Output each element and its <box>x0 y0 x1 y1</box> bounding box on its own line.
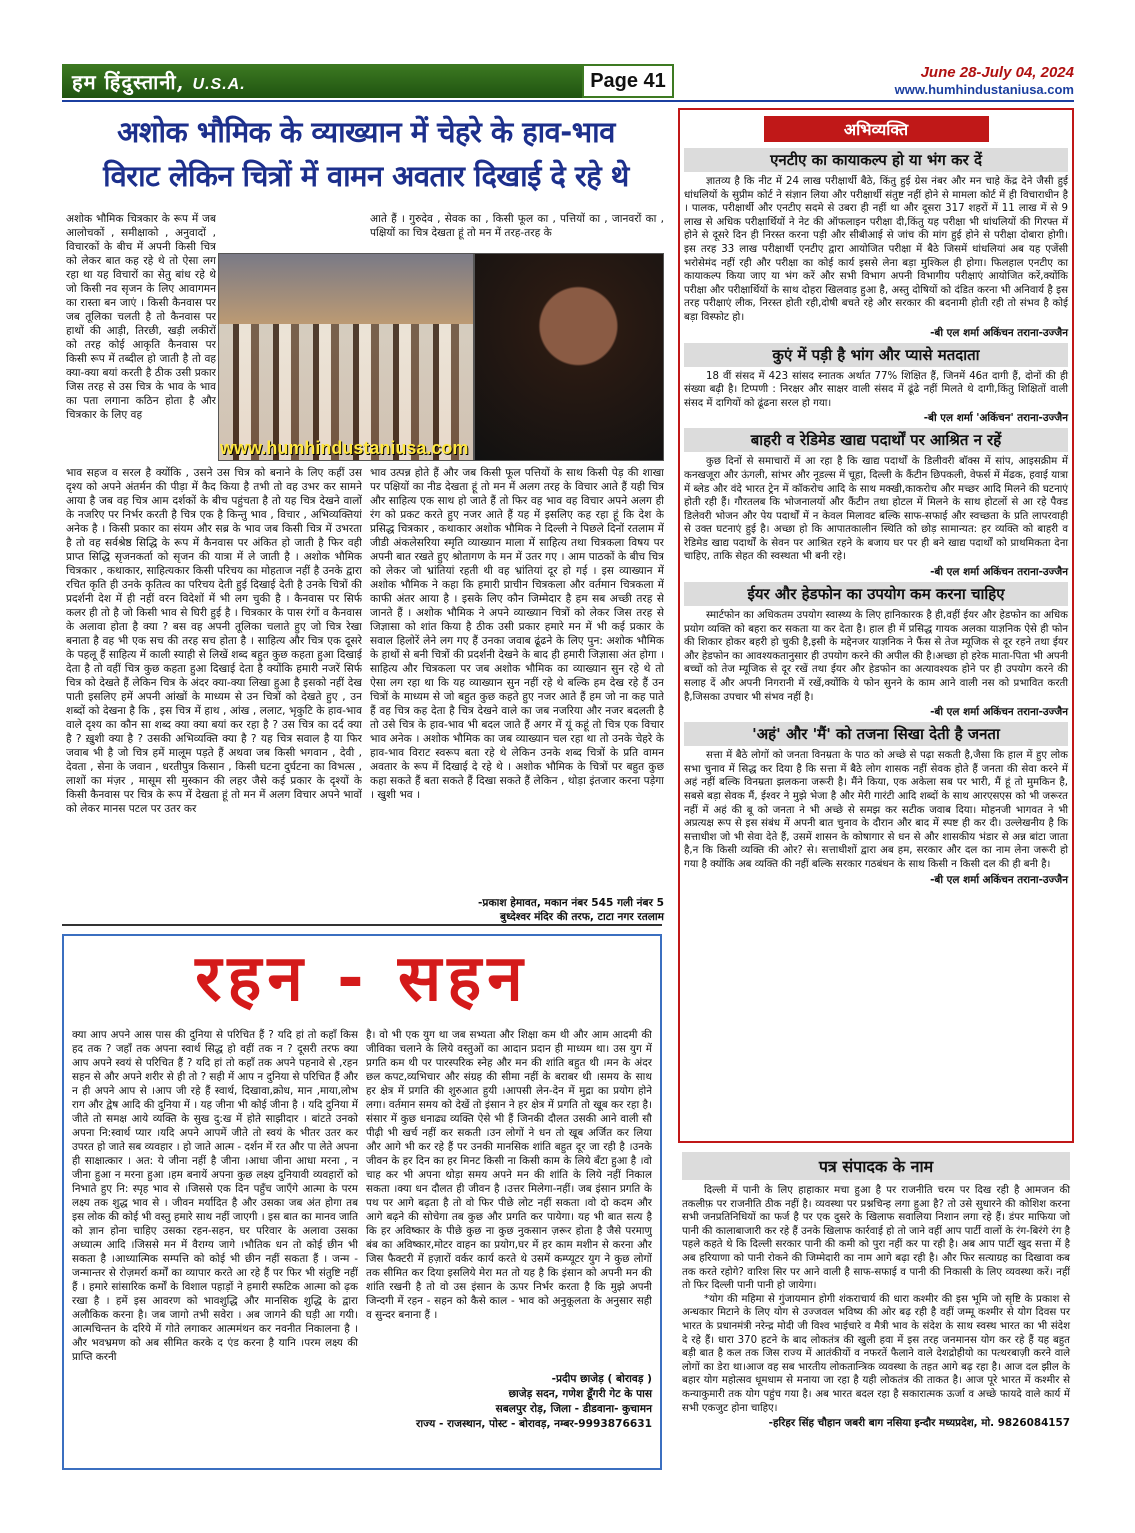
opinion-title: 'अहं' और 'मैं' को तजना सिखा देती है जनता <box>684 722 1068 746</box>
rahan-signature <box>366 1372 652 1432</box>
rahan-sig-line: छाजेड़ सदन, गणेश डूँगरी गेट के पास <box>508 1388 652 1400</box>
website-link[interactable]: www.humhindustaniusa.com <box>894 82 1074 97</box>
headline-line-1: अशोक भौमिक के व्याख्यान में चेहरे के हाव-भाव <box>117 115 615 149</box>
opinion-body: कुछ दिनों से समाचारों में आ रहा है कि खाद्य पदार्थों के डिलीवरी बॉक्स में सांप, आइसक्रीम में कनखजूरा और ऊंगली, सांभर और नूडल्स में चूहा, दिल्ली के कैंटीन छिपकली, वेफर्स में मेंढक, हवाई यात्रा में ब्लेड और वंदे भारत ट्रेन में कॉकरोच आदि के साथ मक्खी,काकरोच और मच्छर आदि मिलने की घटनाएं होती रही हैं। गौरतलब कि भोजनालयों और कैंटीन तथा होटल में मिलने के साथ होटलों से आ रहे पैक्ड डिलेवरी भोजन और पेय पदार्थों में न केवल मिलावट बल्कि साफ-सफाई और स्वच्छता के प्रति लापरवाही से उक्त घटनाएं हुई है। अच्छा हो कि आपातकालीन स्थिति को छोड़ सामान्यत: हर व्यक्ति को बाहरी व रेडिमेड खाद्य पदार्थों के सेवन पर आश्रित रहने के बजाय घर पर ही बने खाद्य पदार्थों को प्राथमिकता देना चाहिए, ताकि सेहत की स्वस्थता भी बनी रहे। <box>684 456 1068 563</box>
opinion-sig: -बी एल शर्मा अकिंचन तराना-उज्जैन <box>930 706 1068 719</box>
letter-body: *योग की महिमा से गुंजायमान होगी शंकराचार्य की धारा कश्मीर की इस भूमि जो सृष्टि के प्रकाश से अन्धकार मिटाने के लिए योग से उज्जवल भविष्य की ओर बढ़ रही है वहीं जम्मू कश्मीर से योग दिवस पर भारत के प्रधानमंत्री नरेन्द्र मोदी जी विश्व भाईचारे व मैत्री भाव के संदेश के साथ स्वस्थ भारत का भी संदेश दे रहे हैं। धारा 370 हटने के बाद लोकतंत्र की खुली हवा में इस तरह जनमानस योग कर रहे हैं यह बहुत बड़ी बात है कल तक जिस राज्य में आतंकीयों व नफरतें फैलाने वाले देशद्रोहीयो का पत्थरबाज़ी करने वाले लोगों का डेरा था।आज वह सब भारतीय लोकतान्त्रिक व्यवस्था के तहत आगे बढ़ रहा है। आज दल झील के बहार योग महोत्सव धूमधाम से मनाया जा रहा है यही लोकतंत्र की ताकत है। आज पूरे भारत में कश्मीर से कन्याकुमारी तक योग पहुंच गया है। अब भारत बदल रहा है सकारात्मक ऊर्जा व अच्छे फायदे वाले कार्य में सभी एकजुट होना चाहिए। <box>682 1293 1070 1414</box>
opinion-title: बाहरी व रेडिमेड खाद्य पदार्थों पर आश्रित न रहें <box>684 428 1068 452</box>
opinion-title: ईयर और हेडफोन का उपयोग कम करना चाहिए <box>684 582 1068 606</box>
lead-headline <box>66 110 666 198</box>
lead-sig-line2: बुध्देश्वर मंदिर की तरफ, टाटा नगर रतलाम <box>500 911 664 923</box>
opinion-body: 18 वीं संसद में 423 सांसद स्नातक अर्थात 77% शिक्षित हैं, जिनमें 46त दागी हैं, दोनों की ही संख्या बढ़ी है। टिप्पणी : निरक्षर और साक्षर वाली संसद में ढूंढे नहीं मिलते थे दागी,किंतु शिक्षितों वाली संसद में दागियों को ढूंढना सरल हो गया। <box>684 370 1068 409</box>
rahan-sig-line: -प्रदीप छाजेड़ ( बोरावड़ ) <box>551 1373 652 1385</box>
letters-section <box>678 1148 1074 1470</box>
masthead-title: हम हिंदुस्तानी, <box>72 70 185 94</box>
rahan-sahan-title: रहन - सहन <box>195 942 529 1016</box>
letter-sig: -हरिहर सिंह चौहान जबरी बाग नसिया इन्दौर मध्यप्रदेश, मो. 9826084157 <box>768 1417 1070 1430</box>
rahan-sig-line: सबलपुर रोड़, जिला - डीडवाना- कुचामन <box>495 1403 652 1415</box>
lead-col1: भाव सहज व सरल है क्योंकि , उसने उस चित्र को बनाने के लिए कहीं उस दृश्य को अपने अंतर्मन की पीड़ा में कैद किया है तभी तो वह उभर कर सामने आया है जब वह चित्र आम दर्शकों के बीच पहुंचता है तो यह चित्र देखने वालों के नजरिए पर निर्भर करती है चित्र एक है किन्तु भाव , विचार , अभिव्यक्तियां अनेक है । किसी प्रकार का संयम और सब्र के भाव जब किसी चित्र में उभरता है तो वह सर्वश्रेष्ठ सिद्धि के रूप में कैनवास पर अंकित हो जाती है फिर वही प्राप्त सिद्धि सृजनकर्ता को सृजन की यात्रा में ले जाती है । अशोक भौमिक चित्रकार , कथाकार, साहित्यकार किसी परिचय का मोहताज नहीं है उनके द्वारा रचित कृति ही उनके कृतित्व का परिचय देती हुई दिखाई देती है उनके चित्रों की प्रदर्शनी देश में ही नहीं वरन विदेशों में भी लग चुकी है । कैनवास पर सिर्फ कलर ही तो है जो किसी भाव से घिरी हुई है । चित्रकार के पास रंगों व कैनवास के अलावा होता है क्या ? बस वह अपनी तूलिका चलाते हुए जो चित्र रेखा बनाता है वह भी एक सच की तरह सच होता है । साहित्य और चित्र एक दूसरे के पहलू हैं साहित्य में काली स्याही से लिखें शब्द बहुत कुछ कहता हुआ दिखाई देता है तो वहीं चित्र कुछ कहता हुआ दिखाई देता है क्योंकि हमारी नजरें सिर्फ चित्र को देखते हैं लेकिन चित्र के अंदर क्या-क्या लिखा हुआ है इसको नहीं देख पाती इसलिए हमें अपनी आंखों के माध्यम से उन चित्रों को देखते हुए , उन शब्दों को देखना है कि , इस चित्र में हाथ , आंख , ललाट, भृकुटि के हाव-भाव वाले दृश्य का कौन सा शब्द क्या क्या बयां कर रहा है ? उस चित्र का दर्द क्या है ? ख़ुशी क्या है ? उसकी अभिव्यक्ति क्या है ? यह चित्र सवाल है या फिर जवाब भी है जो चित्र हमें मालूम पड़ते हैं अथवा जब किसी भगवान , देवी , देवता , सेना के जवान , धरतीपुत्र किसान , किसी घटना दुर्घटना का विभत्स , लाशों का मंज़र , मासूम सी मुस्कान की लहर जैसे कई प्रकार के दृश्यों के किसी कैनवास पर चित्र के रूप में देखता हूं तो मन में अलग विचार अपने भावों को लेकर मानस पटल पर उतर कर <box>66 467 362 815</box>
opinion-body: स्मार्टफोन का अधिकतम उपयोग स्वास्थ्य के लिए हानिकारक है ही,वहीं ईयर और हेडफोन का अधिक प्रयोग व्यक्ति को बहरा कर सकता या कर देता है। हाल ही में प्रसिद्ध गायक अलका याज्ञनिक ऐसे ही फोन की शिकार होकर बहरी हो चुकी है,इसी के मद्देनजर याज्ञनिक ने फैंस से तेज म्यूजिक से दूर रहने तथा ईयर और हेडफोन का आवश्यकतानुसार ही उपयोग करने की अपील की है।अच्छा हो हरेक माता-पिता भी अपनी बच्चों को तेज म्यूजिक से दूर रखें तथा ईयर और हेडफोन का अत्यावश्यक होने पर ही उपयोग करने की सलाह दें और अपनी निगरानी में रखें,क्योंकि ये फोन सुनने के काम आने वाली नस को प्रभावित करती है,जिसका उपचार भी संभव नहीं है। <box>684 610 1068 703</box>
speaker-photo <box>474 253 664 461</box>
opinion-title: कुएं में पड़ी है भांग और प्यासे मतदाता <box>684 343 1068 367</box>
headline-line-2: विराट लेकिन चित्रों में वामन अवतार दिखाई दे रहे थे <box>103 159 629 193</box>
opinion-sig: -बी एल शर्मा अकिंचन तराना-उज्जैन <box>930 566 1068 579</box>
lead-col1-top: अशोक भौमिक चित्रकार के रूप में जब आलोचकों , समीक्षाको , अनुवादों , विचारकों के बीच में अपनी किसी चित्र को लेकर बात कह रहे थे तो ऐसा लग रहा था यह विचारों का सेतु बांध रहे थे जो किसी नव सृजन के लिए आवागमन का रास्ता बन जाएं । किसी कैनवास पर जब तूलिका चलती है तो कैनवास पर हाथों की आड़ी, तिरछी, खड़ी लकीरों को तरह कोई आकृति कैनवास पर किसी रूप में तब्दील हो जाती है तो वह क्या-क्या बयां करती है ठीक उसी प्रकार जिस तरह से उस चित्र के भाव के भाव का पता लगाना कठिन होता है और चित्रकार के लिए वह <box>66 213 216 421</box>
rahan-sahan-box <box>62 934 662 1470</box>
header-rule <box>62 100 1074 102</box>
lead-col2: भाव उत्पन्न होते हैं और जब किसी फूल पत्तियों के साथ किसी पेड़ की शाखा पर पक्षियों का नीड देखता हूं तो मन में अलग तरह के विचार आते हैं यही चित्र और साहित्य एक साथ हो जाते हैं तो फिर वह भाव वह विचार अपने अलग ही रंग को प्रकट करते हुए नजर आते हैं यह में इसलिए कह रहा हूं कि देश के प्रसिद्ध चित्रकार , कथाकार अशोक भौमिक ने दिल्ली ने पिछले दिनों रतलाम में जीडी अंकलेसरिया स्मृति व्याख्यान माला में साहित्य तथा चित्रकला विषय पर अपनी बात रखते हुए श्रोतागण के मन में उतर गए । आम पाठकों के बीच चित्र को लेकर जो भ्रांतियां रहती थी वह भ्रांतियां दूर हो गई । इस व्याख्यान में अशोक भौमिक ने कहा कि हमारी प्राचीन चित्रकला और वर्तमान चित्रकला में काफी अंतर आया है । इसके लिए कौन जिम्मेदार है हम सब अच्छी तरह से जानते हैं । अशोक भौमिक ने अपने व्याख्यान चित्रों को लेकर जिस तरह से जिज्ञासा को शांत किया है ठीक उसी प्रकार हमारे मन में भी कई प्रकार के सवाल हिलोरें लेने लग गए हैं उनका जवाब ढूंढने के लिए पुन: अशोक भौमिक के हाथों से बनी चित्रों की प्रदर्शनी देखने के बाद ही हमारी जिज्ञासा अंत होगा । साहित्य और चित्रकला पर जब अशोक भौमिक का व्याख्यान सुन रहे थे तो ऐसा लग रहा था कि यह व्याख्यान सुन नहीं रहे थे बल्कि हम देख रहे हैं उन चित्रों के माध्यम से जो बहुत कुछ कहते हुए नजर आते हैं हम जो ना कह पाते हैं वह चित्र कह देता है चित्र देखने वाले का जब नजरिया और नजर बदलती है तो उसे चित्र के हाव-भाव भी बदल जाते हैं अगर में यूं कहूं तो चित्र एक विचार भाव अनेक । अशोक भौमिक का जब व्याख्यान चल रहा था तो उनके चेहरे के हाव-भाव विराट स्वरूप बता रहे थे लेकिन उनके शब्द चित्रों के प्रति वामन अवतार के रूप में दिखाई दे रहे थे । अशोक भौमिक के चित्रों पर बहुत कुछ कहा सकते हैं बता सकते हैं दिखा सकते हैं लेकिन , थोड़ा इंतजार करना पड़ेगा । खुशी भव । <box>370 467 664 801</box>
page-header <box>62 64 1074 100</box>
watermark: www.humhindustaniusa.com <box>220 438 469 458</box>
opinion-sig: -बी एल शर्मा 'अकिंचन' तराना-उज्जैन <box>923 412 1068 425</box>
rahan-col1: क्या आप अपने आस पास की दुनिया से परिचित हैं ? यदि हां तो कहाँ किस हद तक ? जहाँ तक अपना स्वार्थ सिद्ध हो वहीं तक न ? दूसरी तरफ क्या आप अपने स्वयं से परिचित हैं ? यदि हां तो कहाँ तक अपने पहनावे से ,रहन सहन से और अपने शरीर से ही तो ? सही में आप न दुनिया से परिचित हैं और न ही अपने आप से ।आप जी रहे हैं स्वार्थ, दिखावा,क्रोध, मान ,माया,लोभ राग और द्वेष आदि की दुनिया में । यह जीना भी कोई जीना है । यदि दुनिया में जीते तो समक्ष आये व्यक्ति के सुख दु:ख में होते साझीदार । बांटते उनको अपना नि:स्वार्थ प्यार ।यदि अपने आपमें जीते तो स्वयं के भीतर उतर कर उपरत हो जाते सब व्यवहार । हो जाते आत्म - दर्शन में रत और पा लेते अपना ही साक्षात्कार । अत: ये जीना नहीं है जीना ।आधा जीना आधा मरना , न जीना हुआ न मरना हुआ ।हम बनायें अपना कुछ लक्ष्य दुनियावी व्यवहारों को निभाते हुए नि: स्पृह भाव से ।जिससे एक दिन पहुँच जाएँगे आत्मा के परम लक्ष्य तक शुद्ध भाव से । जीवन मर्यादित है और उसका जब अंत होगा तब इस लोक की कोई भी वस्तु हमारे साथ नहीं जाएगी । इस बात का मानव जाति को ज्ञान होना चाहिए उसका रहन-सहन, घर परिवार के अलावा उसका अध्यात्म आदि ।जिससे मन में वैराग्य जागे ।भौतिक धन तो कोई छीन भी सकता है ।आध्यात्मिक सम्पत्ति को कोई भी छीन नहीं सकता हैं । जन्म - जन्मान्तर से रोज़मर्रा कर्मों का व्यापार करते आ रहे हैं पर फिर भी संतुष्टि नहीं हैं । हमारे सांसारिक कर्मों के विशाल पहाड़ों ने हमारी स्फटिक आत्मा को ढ़क रखा है । हमें इस आवरण को भावशुद्धि और मानसिक शुद्धि के द्वारा अलौकिक करना है। जब जागो तभी सवेरा । अब जागने की घड़ी आ गयी। आत्मचिन्तन के दरिये में गोते लगाकर आत्ममंथन कर नवनीत निकालना है ।और भवभ्रमण को अब सीमित करके द एंड करना है यानि ।परम लक्ष्य की प्राप्ति करनी <box>72 1029 358 1363</box>
opinion-body: ज्ञातव्य है कि नीट में 24 लाख परीक्षार्थी बैठे, किंतु हुई ग्रेस नंबर और मन चाहे केंद्र देने जैसी हुई धांधलियों के सुप्रीम कोर्ट ने संज्ञान लिया और परीक्षार्थी संतुष्ट नहीं होने से मामला कोर्ट में ही विचाराधीन है । पालक, परीक्षार्थी और एनटीए सदमे से उबरा ही नहीं था और दूसरा 317 शहरों में 11 लाख में से 9 लाख से अधिक परीक्षार्थियों ने नेट की ऑफलाइन परीक्षा दी,किंतु यह परीक्षा भी धांधलियों की गिरफ्त में होने से दूसरे दिन ही निरस्त करना पड़ी और सीबीआई से जांच की मांग हुई होने से परीक्षा दोबारा होगी। इस तरह 33 लाख परीक्षार्थी एनटीए द्वारा आयोजित परीक्षा में बैठे जिसमें धांधलियां अब यह एजेंसी भरोसेमंद नहीं रही और परीक्षा का कोई कार्य इससे लेना बड़ा मुश्किल ही होगा। फिलहाल एनटीए का कायाकल्प किया जाए या भंग करें और सभी विभाग अपनी विभागीय परीक्षाएं आयोजित करें,क्योंकि परीक्षा और परीक्षार्थियों के साथ दोहरा खिलवाड़ हुआ है, अस्तु दोषियों को दंडित करना भी अनिवार्य है इस तरह परीक्षाएं लीक, निरस्त होती रही,दोषी बचते रहे और सरकार की बदनामी होती रही तो संभव है कोई बड़ा विस्फोट हो। <box>684 176 1068 323</box>
lead-sig-line1: -प्रकाश हेमावत, मकान नंबर 545 गली नंबर 5 <box>478 897 664 909</box>
rahan-col2: है। वो भी एक युग था जब सभ्यता और शिक्षा कम थी और आम आदमी की जीविका चलाने के लिये वस्तुओं का आदान प्रदान ही माध्यम था। उस युग में प्रगति कम थी पर पारस्परिक स्नेह और मन की शांति बहुत थी ।मन के अंदर छल कपट,व्यभिचार और संग्रह की सीमा नहीं के बराबर थी ।समय के साथ हर क्षेत्र में प्रगति की शुरुआत हुयी ।आपसी लेन-देन में मुद्रा का प्रयोग होने लगा। वर्तमान समय को देखें तो इंसान ने हर क्षेत्र में प्रगति तो खूब कर रहा है।संसार में कुछ धनाढ्य व्यक्ति ऐसे भी हैं जिनकी दौलत उसकी आने वाली सौ पीढ़ी भी खर्च नहीं कर सकती ।उन लोगों ने धन तो खूब अर्जित कर लिया और आगे भी कर रहे हैं पर उनकी मानसिक शांति बहुत दूर जा रही है ।उनके जीवन के हर दिन का हर मिनट किसी ना किसी काम के लिये बँटा हुआ है ।वो चाह कर भी अपना थोड़ा समय अपने मन की शांति के लिये नहीं निकाल सकता ।क्या धन दौलत ही जीवन है ।उत्तर मिलेगा-नहीं। जब इंसान प्रगति के पथ पर आगे बढ़ता है तो वो फिर पीछे लोट नहीं सकता ।वो दो कदम और आगे बढ़ने की सोचेगा तब कुछ और प्रगति कर पायेगा। यह भी बात सत्य है कि हर अविष्कार के पीछे कुछ ना कुछ नुकसान ज़रूर होता है जैसे परमाणु बंब का अविष्कार,मोटर वाहन का प्रयोग,घर में हर काम मशीन से करना और जिस फैक्टरी में हज़ारों वर्कर कार्य करते थे उसमें कम्प्यूटर युग ने कुछ लोगों तक सीमित कर दिया इसलिये मेरा मत तो यह है कि इंसान को अपनी मन की शांति रखनी है तो वो उस इंसान के ऊपर निर्भर करता है कि मुझे अपनी जिन्दगी में रहन - सहन को कैसे काल - भाव को अनुकूलता के अनुसार सही व सुन्दर बनाना हैं । <box>366 1029 652 1321</box>
opinion-body: सत्ता में बैठे लोगों को जनता विनम्रता के पाठ को अच्छे से पढ़ा सकती है,जैसा कि हाल में हुए लोक सभा चुनाव में सिद्ध कर दिया है कि सत्ता में बैठे लोग शासक नहीं सेवक होते हैं जनता की सेवा करने में अहं नहीं बल्कि विनम्रता झलकना जरूरी है। मैंने किया, एक अकेला सब पर भारी, मैं हूं तो मुमकिन है, सबसे बड़ा सेवक मैं, ईश्वर ने मुझे भेजा है और मेरी गारंटी आदि शब्दों के साथ आरएसएस को भी जरूरत नहीं में अहं की बू को जनता ने भी अच्छे से समझ कर सटीक जवाब दिया। मोहनजी भागवत ने भी अप्रत्यक्ष रूप से इस संबंध में अपनी बात चुनाव के दौरान और बाद में स्पष्ट ही कर दी। उल्लेखनीय है कि सत्ताधीश जो भी सेवा देते हैं, उसमें शासन के कोषागार से धन से और शासकीय भंडार से अन्न बांटा जाता है,न कि किसी व्यक्ति की ओर? से। सत्ताधीशों द्वारा अब हम, सरकार और दल का नाम लेना जरूरी हो गया है क्योंकि अब व्यक्ति की नहीं बल्कि सरकार गठबंधन के साथ किसी न किसी दल की ही बनी है। <box>684 750 1068 870</box>
opinion-title: एनटीए का कायाकल्प हो या भंग कर दें <box>684 148 1068 172</box>
letter-body: दिल्ली में पानी के लिए हाहाकार मचा हुआ है पर राजनीति चरम पर दिख रही है आमजन की तकलीफ़ पर राजनीति ठीक नहीं है। व्यवस्था पर प्रश्नचिन्ह लगा हुआ है? तो उसे सुधारने की कोशिश करना सभी जनप्रतिनिधियों का फर्ज है पर एक दुसरे के खिलाफ सवालिया निशान लगा रहे हैं। डंपर माफिया जो पानी की कालाबाजारी कर रहे हैं उनके खिलाफ कार्रवाई हो तो जाने वहीं आप पार्टी वालों के रंग-बिरंगे रंग है पहले कहते थे कि दिल्ली सरकार पानी की कमी को पुरा नहीं कर पा रही है। अब आप पार्टी खुद सत्ता में है अब हरियाणा को पानी रोकने की जिम्मेदारी का नाम आगे बढ़ा रही है। और फिर सत्याग्रह का दिखावा कब तक करते रहोगे? वारिश सिर पर आने वाली है साफ-सफाई व पानी की निकासी के लिए व्यवस्था करें। नहीं तो फिर दिल्ली पानी पानी हो जायेगा। <box>682 1185 1070 1292</box>
page-number: Page 41 <box>582 64 674 98</box>
opinion-sig: -बी एल शर्मा अकिंचन तराना-उज्जैन <box>930 326 1068 339</box>
letters-title: पत्र संपादक के नाम <box>682 1152 1070 1180</box>
opinion-sig: -बी एल शर्मा अकिंचन तराना-उज्जैन <box>930 873 1068 886</box>
audience-photo <box>218 253 474 461</box>
lead-col2-top: आते हैं । गुरुदेव , सेवक का , किसी फूल का , पत्तियों का , जानवरों का , पक्षियों का चित्र देखता हूं तो मन में तरह-तरह के <box>370 213 664 239</box>
section-divider <box>62 924 662 926</box>
masthead-region: U.S.A. <box>192 76 246 93</box>
issue-date: June 28-July 04, 2024 <box>920 64 1074 81</box>
opinion-column <box>678 108 1074 1143</box>
rahan-sig-line: राज्य - राजस्थान, पोस्ट - बोरावड़, नम्बर-9993876631 <box>416 1418 652 1430</box>
lead-signature <box>370 896 664 924</box>
opinion-tag: अभिव्यक्ति <box>764 116 989 142</box>
